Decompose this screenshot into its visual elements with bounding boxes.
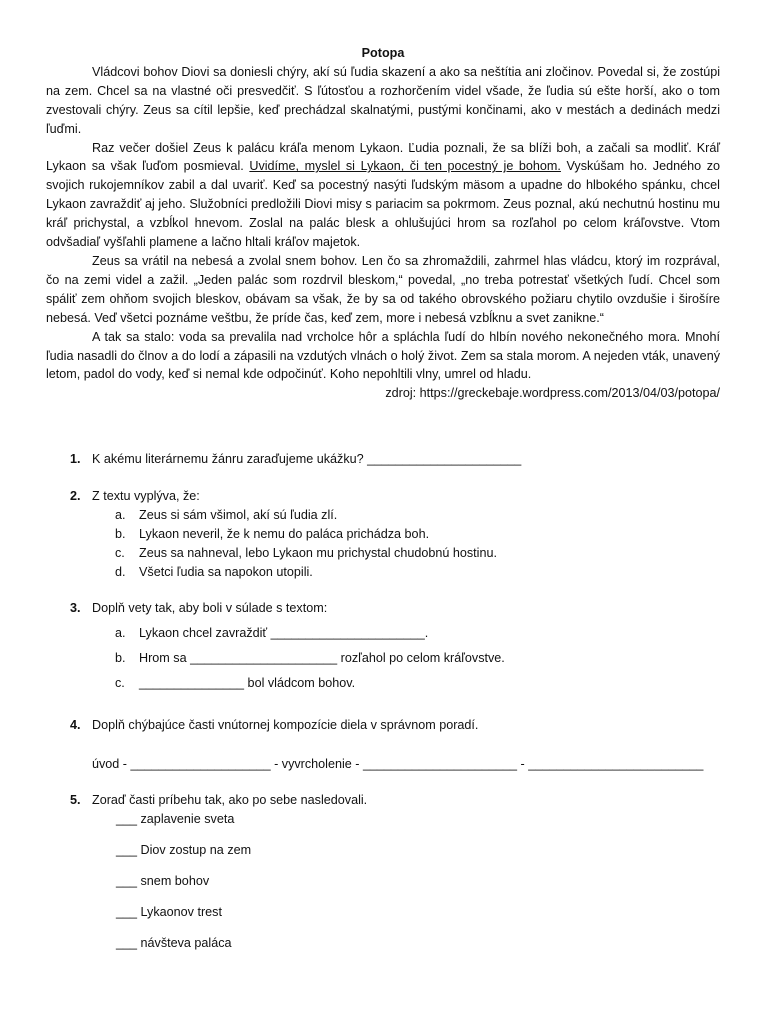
- question-3-text: Doplň vety tak, aby boli v súlade s textom:: [92, 601, 328, 615]
- question-5-number: 5.: [70, 793, 81, 807]
- order-item-text: ___ zaplavenie sveta: [116, 812, 235, 826]
- option-2d: [70, 563, 720, 582]
- option-letter: a.: [115, 626, 126, 640]
- question-5: [70, 791, 720, 810]
- order-item-text: ___ Diov zostup na zem: [116, 843, 252, 857]
- question-2-text: Z textu vyplýva, že:: [92, 489, 200, 503]
- question-4-text: Doplň chýbajúce časti vnútornej kompozície diela v správnom poradí.: [92, 718, 479, 732]
- story-text: [46, 44, 720, 403]
- option-2c: [70, 544, 720, 563]
- option-letter: b.: [115, 651, 126, 665]
- option-2b: [70, 525, 720, 544]
- option-2a: [70, 506, 720, 525]
- paragraph-1: Vládcovi bohov Diovi sa doniesli chýry, akí sú ľudia skazení a ako sa neštítia ani zločinov. Povedal si, že zostúpi na zem. Chcel sa na vlastné oči presvedčiť. S ľútosťou a rozhorčením videl všade, že ľudia sú ešte horší, ako o tom zvestovali chýry. Zeus sa cítil lepšie, keď prechádzal skalnatými, pustými končinami, ako v mestách a dedinách medzi ľuďmi.: [46, 64, 720, 136]
- question-5-text: Zoraď časti príbehu tak, ako po sebe nasledovali.: [92, 793, 368, 807]
- question-2-number: 2.: [70, 489, 81, 503]
- question-2: [70, 487, 720, 581]
- question-3-number: 3.: [70, 601, 81, 615]
- option-text: _______________ bol vládcom bohov.: [139, 676, 356, 690]
- paragraph-2-end: Vyskúšam ho. Jedného zo svojich rukojemníkov zabil a dal uvariť. Keď sa pocestný nasýti ľudským mäsom a upadne do hlbokého spánku, chcel Lykaon zavraždiť aj jeho. Služobníci predložili Diovi misy s pariacim sa pokrmom. Zeus poznal, akú nechutnú hostinu mu kráľ prichystal, a vzbĺkol hnevom. Zoslal na palác blesk a ohlušujúci hrom sa rozľahol po celom kráľovstve. Vtom odvšadiaľ vyšľahli plamene a lačno hltali kráľov majetok.: [46, 159, 720, 250]
- option-letter: b.: [115, 526, 126, 541]
- option-text: Všetci ľudia sa napokon utopili.: [139, 564, 313, 579]
- option-text: Lykaon neveril, že k nemu do paláca prichádza boh.: [139, 526, 430, 541]
- question-1-text: K akému literárnemu žánru zaraďujeme ukážku? ______________________: [92, 452, 522, 466]
- question-1-number: 1.: [70, 452, 81, 466]
- order-item-text: ___ snem bohov: [116, 874, 210, 888]
- order-item-text: ___ návšteva paláca: [116, 936, 232, 950]
- order-item-text: ___ Lykaonov trest: [116, 905, 222, 919]
- option-letter: a.: [115, 507, 126, 522]
- question-1: [70, 450, 720, 469]
- option-letter: c.: [115, 545, 125, 560]
- paragraph-3: Zeus sa vrátil na nebesá a zvolal snem bohov. Len čo sa zhromaždili, zahrmel hlas vládcu, ktorý im rozprával, čo na zemi videl a zažil. „Jeden palác som rozdrvil bleskom,“ povedal, „no treba potrestať všetkých ľudí. Chcel som spáliť zem ohňom svojich bleskov, obávam sa však, že by sa od takého obrovského požiaru chytilo ovzdušie i širošíre nebesá. Veď všetci poznáme veštbu, že príde čas, keď zem, more i nebesá vzbĺknu a svet zanikne.“: [46, 253, 720, 325]
- option-letter: c.: [115, 676, 125, 690]
- question-3: [70, 599, 720, 618]
- paragraph-4: A tak sa stalo: voda sa prevalila nad vrcholce hôr a spláchla ľudí do hlbín nového nekonečného mora. Mnohí ľudia nasadli do člnov a do lodí a zápasili na vzdutých vlnách o holý život. Zem sa stala morom. A nejeden vták, unavený letom, padol do vody, keď si nemal kde odpočinúť. Koho nepohltili vlny, umrel od hladu.: [46, 329, 720, 382]
- paragraph-2: [46, 139, 720, 252]
- story-title: Potopa: [361, 46, 405, 60]
- question-4-number: 4.: [70, 718, 81, 732]
- option-text: Zeus sa nahneval, lebo Lykaon mu prichystal chudobnú hostinu.: [139, 545, 497, 560]
- option-text: Hrom sa _____________________ rozľahol po celom kráľovstve.: [139, 651, 505, 665]
- option-letter: d.: [115, 564, 126, 579]
- source-citation: zdroj: https://greckebaje.wordpress.com/2013/04/03/potopa/: [385, 386, 720, 401]
- option-text: Lykaon chcel zavraždiť ______________________.: [139, 626, 429, 640]
- option-text: Zeus si sám všimol, akí sú ľudia zlí.: [139, 507, 338, 522]
- composition-fill-line: úvod - ____________________ - vyvrcholenie - ______________________ - _________________________: [92, 757, 704, 771]
- paragraph-2-start: Raz večer došiel Zeus k palácu kráľa menom Lykaon. Ľudia poznali, že sa blíži boh, a začali sa modliť. Kráľ Lykaon sa však ľuďom posmieval.: [46, 140, 720, 174]
- question-4: [70, 716, 720, 735]
- underlined-sentence: Uvidíme, myslel si Lykaon, či ten pocestný je bohom.: [249, 159, 561, 174]
